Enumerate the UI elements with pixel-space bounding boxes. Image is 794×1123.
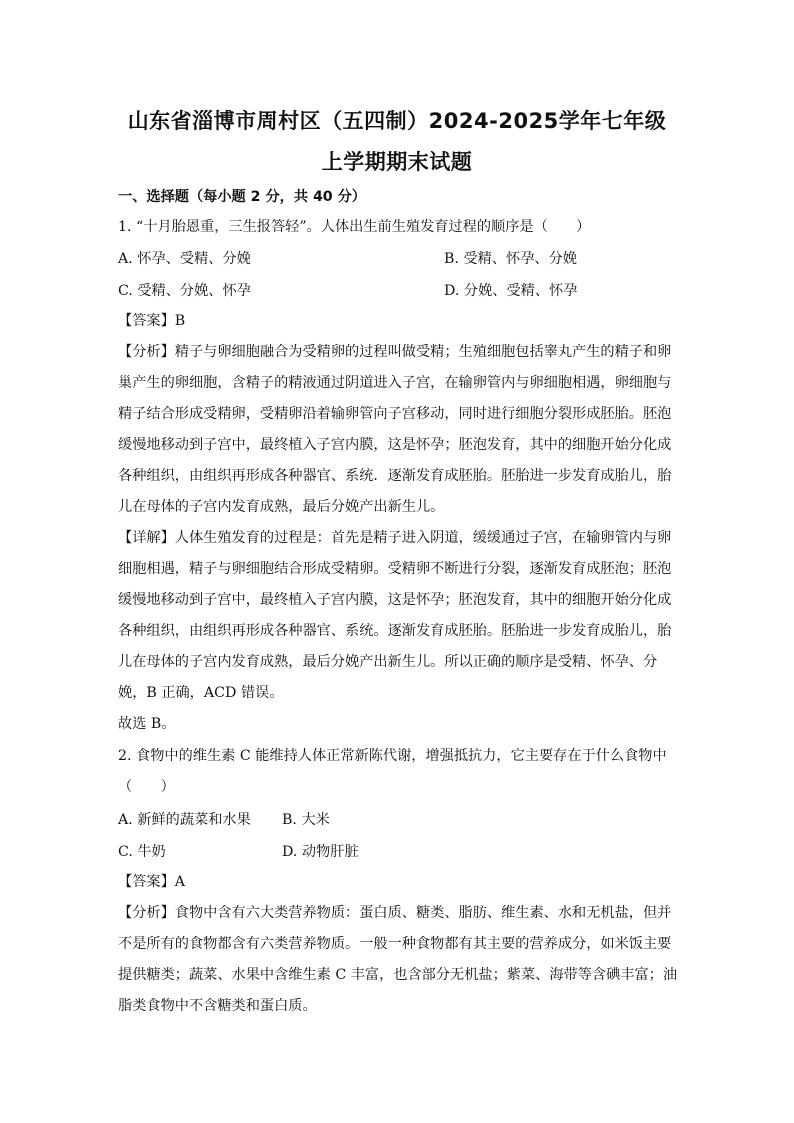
q2-stem-line2: （ ） (118, 779, 175, 795)
q1-option-b: B. 受精、怀孕、分娩 (444, 251, 577, 267)
q1-conclusion: 故选 B。 (118, 716, 176, 732)
q2-analysis-line: 提供糖类；蔬菜、水果中含维生素 C 丰富，也含部分无机盐；紫菜、海带等含碘丰富；油 (118, 967, 678, 983)
document-title-line2: 上学期期末试题 (321, 150, 473, 174)
q1-detail-line: 各种组织，由组织再形成各种器官、系统。逐渐发育成胚胎。胚胎进一步发育成胎儿，胎 (118, 623, 672, 639)
q2-analysis-line: 【分析】食物中含有六大类营养物质：蛋白质、糖类、脂肪、维生素、水和无机盐，但并 (118, 905, 672, 921)
q1-analysis-line: 【分析】精子与卵细胞融合为受精卵的过程叫做受精；生殖细胞包括睾丸产生的精子和卵 (118, 344, 672, 360)
q2-option-b: B. 大米 (282, 812, 330, 828)
section-heading: 一、选择题（每小题 2 分，共 40 分） (118, 189, 366, 205)
q1-analysis-line: 缓慢地移动到子宫中，最终植入子宫内膜，这是怀孕；胚泡发育，其中的细胞开始分化成 (118, 437, 672, 453)
q2-analysis-line: 不是所有的食物都含有六类营养物质。一般一种食物都有其主要的营养成分，如米饭主要 (118, 936, 672, 952)
q1-option-c: C. 受精、分娩、怀孕 (118, 283, 251, 299)
q1-analysis-line: 儿在母体的子宫内发育成熟，最后分娩产出新生儿。 (118, 499, 445, 515)
q2-answer: 【答案】A (118, 874, 185, 890)
q2-option-a: A. 新鲜的蔬菜和水果 (118, 812, 251, 828)
q1-option-d: D. 分娩、受精、怀孕 (444, 283, 578, 299)
q1-option-a: A. 怀孕、受精、分娩 (118, 251, 251, 267)
q1-stem: 1. “十月胎恩重，三生报答轻”。人体出生前生殖发育过程的顺序是（ ） (118, 219, 591, 235)
q1-detail-line: 儿在母体的子宫内发育成熟，最后分娩产出新生儿。所以正确的顺序是受精、怀孕、分 (118, 654, 658, 670)
q1-detail-line: 【详解】人体生殖发育的过程是：首先是精子进入阴道，缓缓通过子宫，在输卵管内与卵 (118, 530, 672, 546)
q1-answer: 【答案】B (118, 313, 186, 329)
q2-analysis-line: 脂类食物中不含糖类和蛋白质。 (118, 998, 317, 1014)
q1-detail-line: 娩，B 正确，ACD 错误。 (118, 685, 284, 701)
q2-stem-line1: 2. 食物中的维生素 C 能维持人体正常新陈代谢，增强抵抗力，它主要存在于什么食物中 (118, 748, 667, 764)
q1-analysis-line: 巢产生的卵细胞，含精子的精液通过阴道进入子宫，在输卵管内与卵细胞相遇，卵细胞与 (118, 375, 672, 391)
q2-option-d: D. 动物肝脏 (282, 844, 359, 860)
q1-detail-line: 缓慢地移动到子宫中，最终植入子宫内膜，这是怀孕；胚泡发育，其中的细胞开始分化成 (118, 592, 672, 608)
q2-option-c: C. 牛奶 (118, 844, 166, 860)
q1-analysis-line: 各种组织，由组织再形成各种器官、系统．逐渐发育成胚胎。胚胎进一步发育成胎儿，胎 (118, 468, 672, 484)
document-title-line1: 山东省淄博市周村区（五四制）2024-2025学年七年级 (127, 109, 667, 133)
q1-analysis-line: 精子结合形成受精卵，受精卵沿着输卵管向子宫移动，同时进行细胞分裂形成胚胎。胚泡 (118, 406, 672, 422)
q1-detail-line: 细胞相遇，精子与卵细胞结合形成受精卵。受精卵不断进行分裂，逐渐发育成胚泡；胚泡 (118, 561, 672, 577)
